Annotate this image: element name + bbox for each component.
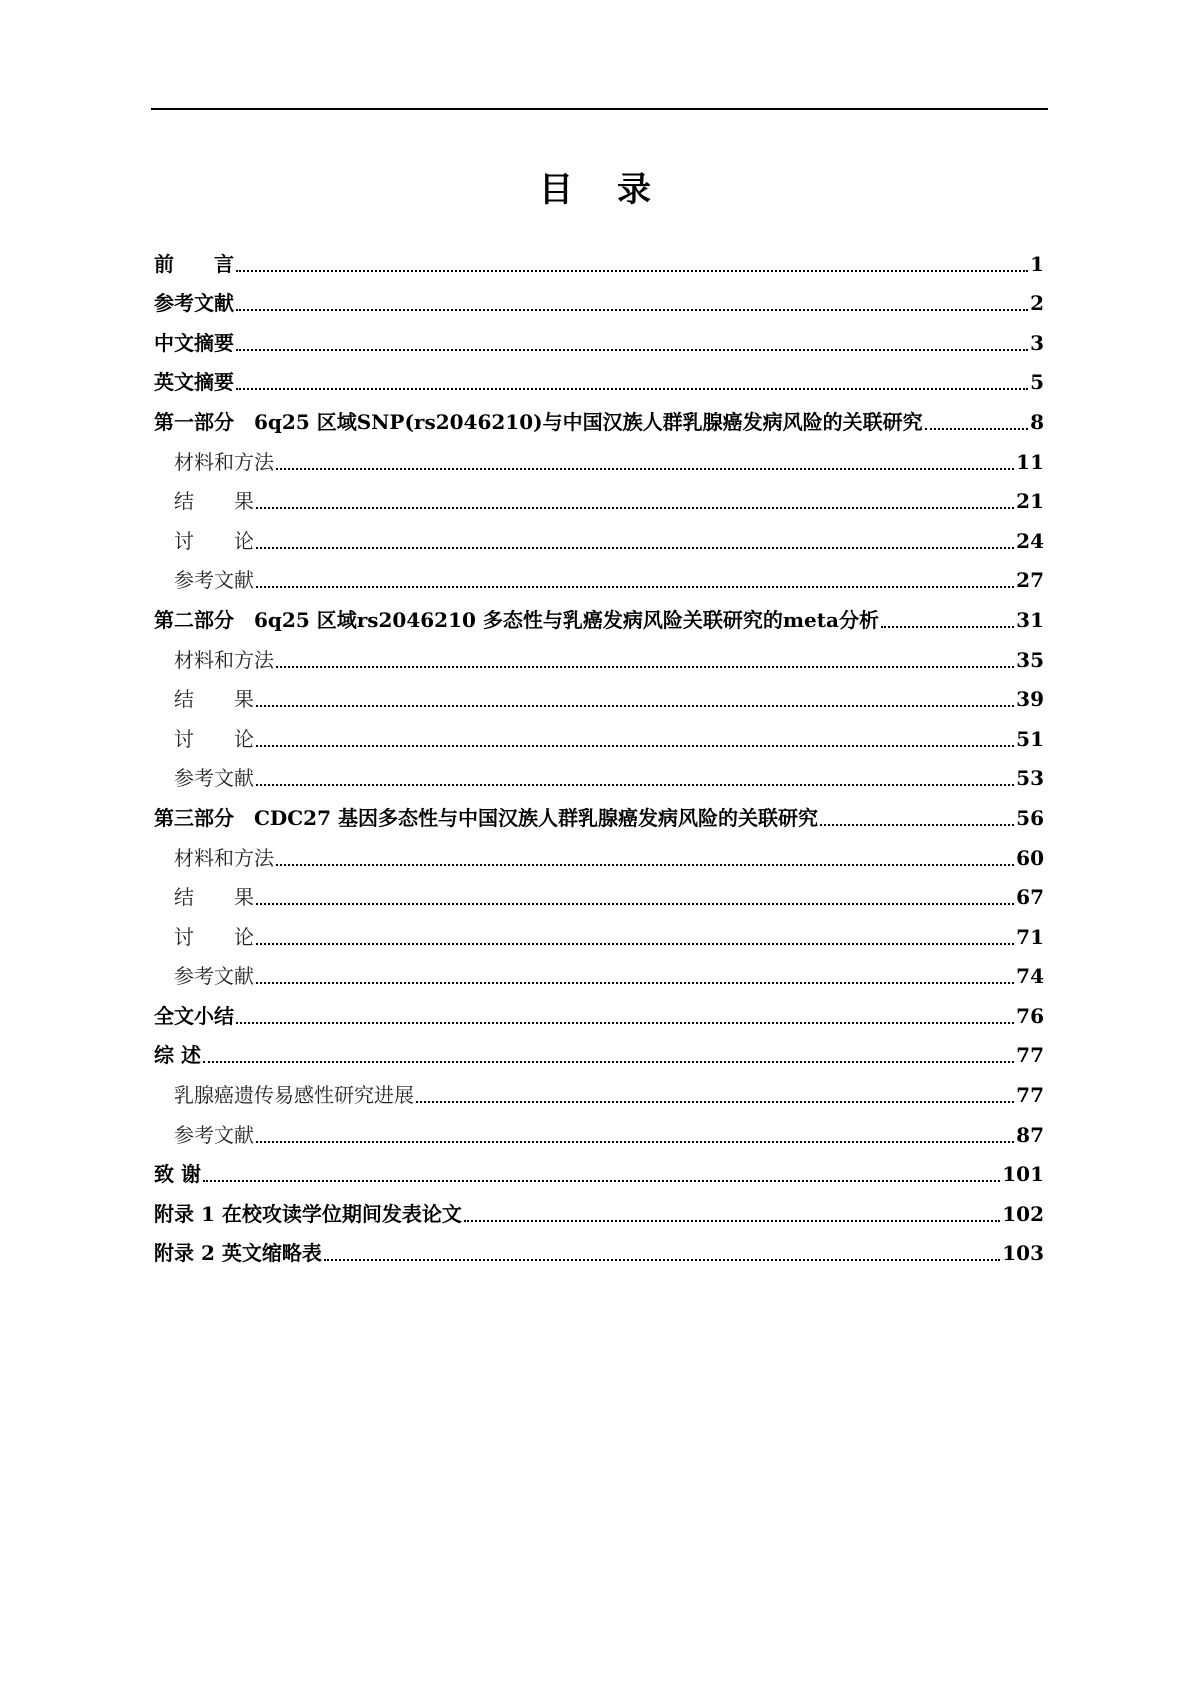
dot-leader [256, 586, 1014, 588]
toc-entry[interactable] [154, 1147, 1044, 1187]
toc-page-number: 102 [1002, 1201, 1044, 1226]
toc-entry-label: 中文摘要 [154, 330, 234, 355]
toc-entry[interactable] [154, 315, 1044, 355]
toc-entry[interactable] [154, 949, 1044, 989]
toc-entry-label: 参考文献 [174, 964, 254, 989]
toc-entry-label: 讨 论 [174, 726, 254, 751]
toc-entry[interactable] [154, 513, 1044, 553]
dot-leader [276, 864, 1014, 866]
dot-leader [256, 943, 1014, 945]
toc-entry[interactable] [154, 830, 1044, 870]
dot-leader [324, 1259, 1000, 1261]
toc-entry[interactable] [154, 1186, 1044, 1226]
toc-page-number: 67 [1016, 885, 1044, 910]
toc-entry[interactable] [154, 236, 1044, 276]
toc-entry-label: 附录 2 英文缩略表 [154, 1241, 322, 1266]
toc-entry[interactable] [154, 355, 1044, 395]
dot-leader [276, 666, 1014, 668]
toc-entry-label: 第二部分 6q25 区域rs2046210 多态性与乳癌发病风险关联研究的meta分析 [154, 607, 879, 632]
toc-entry-label: 英文摘要 [154, 370, 234, 395]
toc-entry-label: 全文小结 [154, 1003, 234, 1028]
toc-page-number: 71 [1016, 924, 1044, 949]
toc-page-number: 77 [1016, 1043, 1044, 1068]
toc-entry[interactable] [154, 870, 1044, 910]
toc-entry-label: 第三部分 CDC27 基因多态性与中国汉族人群乳腺癌发病风险的关联研究 [154, 805, 818, 830]
toc-entry[interactable] [154, 751, 1044, 791]
toc-entry-label: 致 谢 [154, 1162, 201, 1187]
dot-leader [236, 349, 1028, 351]
table-of-contents [154, 236, 1044, 1265]
toc-page-number: 39 [1016, 687, 1044, 712]
toc-page-number: 51 [1016, 726, 1044, 751]
toc-entry-label: 材料和方法 [174, 845, 274, 870]
toc-page-number: 3 [1030, 330, 1044, 355]
toc-entry[interactable] [154, 672, 1044, 712]
dot-leader [236, 1022, 1014, 1024]
toc-entry-label: 综 述 [154, 1043, 201, 1068]
toc-entry[interactable] [154, 474, 1044, 514]
toc-entry[interactable] [154, 790, 1044, 830]
toc-entry[interactable] [154, 434, 1044, 474]
toc-entry-label: 附录 1 在校攻读学位期间发表论文 [154, 1201, 462, 1226]
dot-leader [256, 1141, 1014, 1143]
toc-entry[interactable] [154, 1226, 1044, 1266]
toc-page-number: 11 [1016, 449, 1044, 474]
dot-leader [256, 982, 1014, 984]
toc-page-number: 60 [1016, 845, 1044, 870]
dot-leader [236, 270, 1028, 272]
toc-entry-label: 前 言 [154, 251, 234, 276]
toc-page-number: 24 [1016, 528, 1044, 553]
toc-entry-label: 讨 论 [174, 924, 254, 949]
toc-page-number: 76 [1016, 1003, 1044, 1028]
toc-entry[interactable] [154, 276, 1044, 316]
toc-entry-label: 参考文献 [174, 1122, 254, 1147]
dot-leader [416, 1101, 1014, 1103]
toc-entry[interactable] [154, 909, 1044, 949]
toc-entry[interactable] [154, 1107, 1044, 1147]
dot-leader [236, 388, 1028, 390]
dot-leader [256, 507, 1014, 509]
toc-entry-label: 结 果 [174, 687, 254, 712]
dot-leader [464, 1220, 1000, 1222]
dot-leader [256, 784, 1014, 786]
dot-leader [203, 1180, 1000, 1182]
toc-entry[interactable] [154, 1028, 1044, 1068]
dot-leader [236, 309, 1028, 311]
toc-page-number: 53 [1016, 766, 1044, 791]
toc-entry[interactable] [154, 394, 1044, 434]
dot-leader [256, 745, 1014, 747]
dot-leader [820, 824, 1014, 826]
toc-entry-label: 第一部分 6q25 区域SNP(rs2046210)与中国汉族人群乳腺癌发病风险的关联研究 [154, 409, 923, 434]
dot-leader [203, 1061, 1014, 1063]
toc-entry[interactable] [154, 988, 1044, 1028]
toc-page-number: 5 [1030, 370, 1044, 395]
toc-entry[interactable] [154, 592, 1044, 632]
header-rule [151, 108, 1048, 110]
toc-page-number: 77 [1016, 1083, 1044, 1108]
toc-entry[interactable] [154, 711, 1044, 751]
toc-page-number: 31 [1016, 607, 1044, 632]
toc-entry[interactable] [154, 553, 1044, 593]
toc-page-number: 103 [1002, 1241, 1044, 1266]
toc-page-number: 87 [1016, 1122, 1044, 1147]
dot-leader [256, 705, 1014, 707]
toc-entry[interactable] [154, 632, 1044, 672]
toc-page-number: 27 [1016, 568, 1044, 593]
toc-page-number: 35 [1016, 647, 1044, 672]
dot-leader [925, 428, 1028, 430]
toc-entry-label: 参考文献 [174, 568, 254, 593]
toc-page-number: 56 [1016, 805, 1044, 830]
toc-page-number: 101 [1002, 1162, 1044, 1187]
toc-entry-label: 材料和方法 [174, 449, 274, 474]
toc-entry-label: 材料和方法 [174, 647, 274, 672]
toc-entry-label: 结 果 [174, 885, 254, 910]
page-title: 目录 [539, 170, 695, 210]
dot-leader [256, 547, 1014, 549]
toc-page-number: 1 [1030, 251, 1044, 276]
toc-page-number: 74 [1016, 964, 1044, 989]
toc-entry-label: 参考文献 [174, 766, 254, 791]
dot-leader [276, 468, 1014, 470]
toc-page-number: 2 [1030, 291, 1044, 316]
toc-entry-label: 讨 论 [174, 528, 254, 553]
dot-leader [881, 626, 1014, 628]
toc-entry-label: 结 果 [174, 489, 254, 514]
toc-page-number: 21 [1016, 489, 1044, 514]
dot-leader [256, 903, 1014, 905]
toc-page-number: 8 [1030, 409, 1044, 434]
toc-entry[interactable] [154, 1067, 1044, 1107]
toc-entry-label: 乳腺癌遗传易感性研究进展 [174, 1083, 414, 1108]
toc-entry-label: 参考文献 [154, 291, 234, 316]
